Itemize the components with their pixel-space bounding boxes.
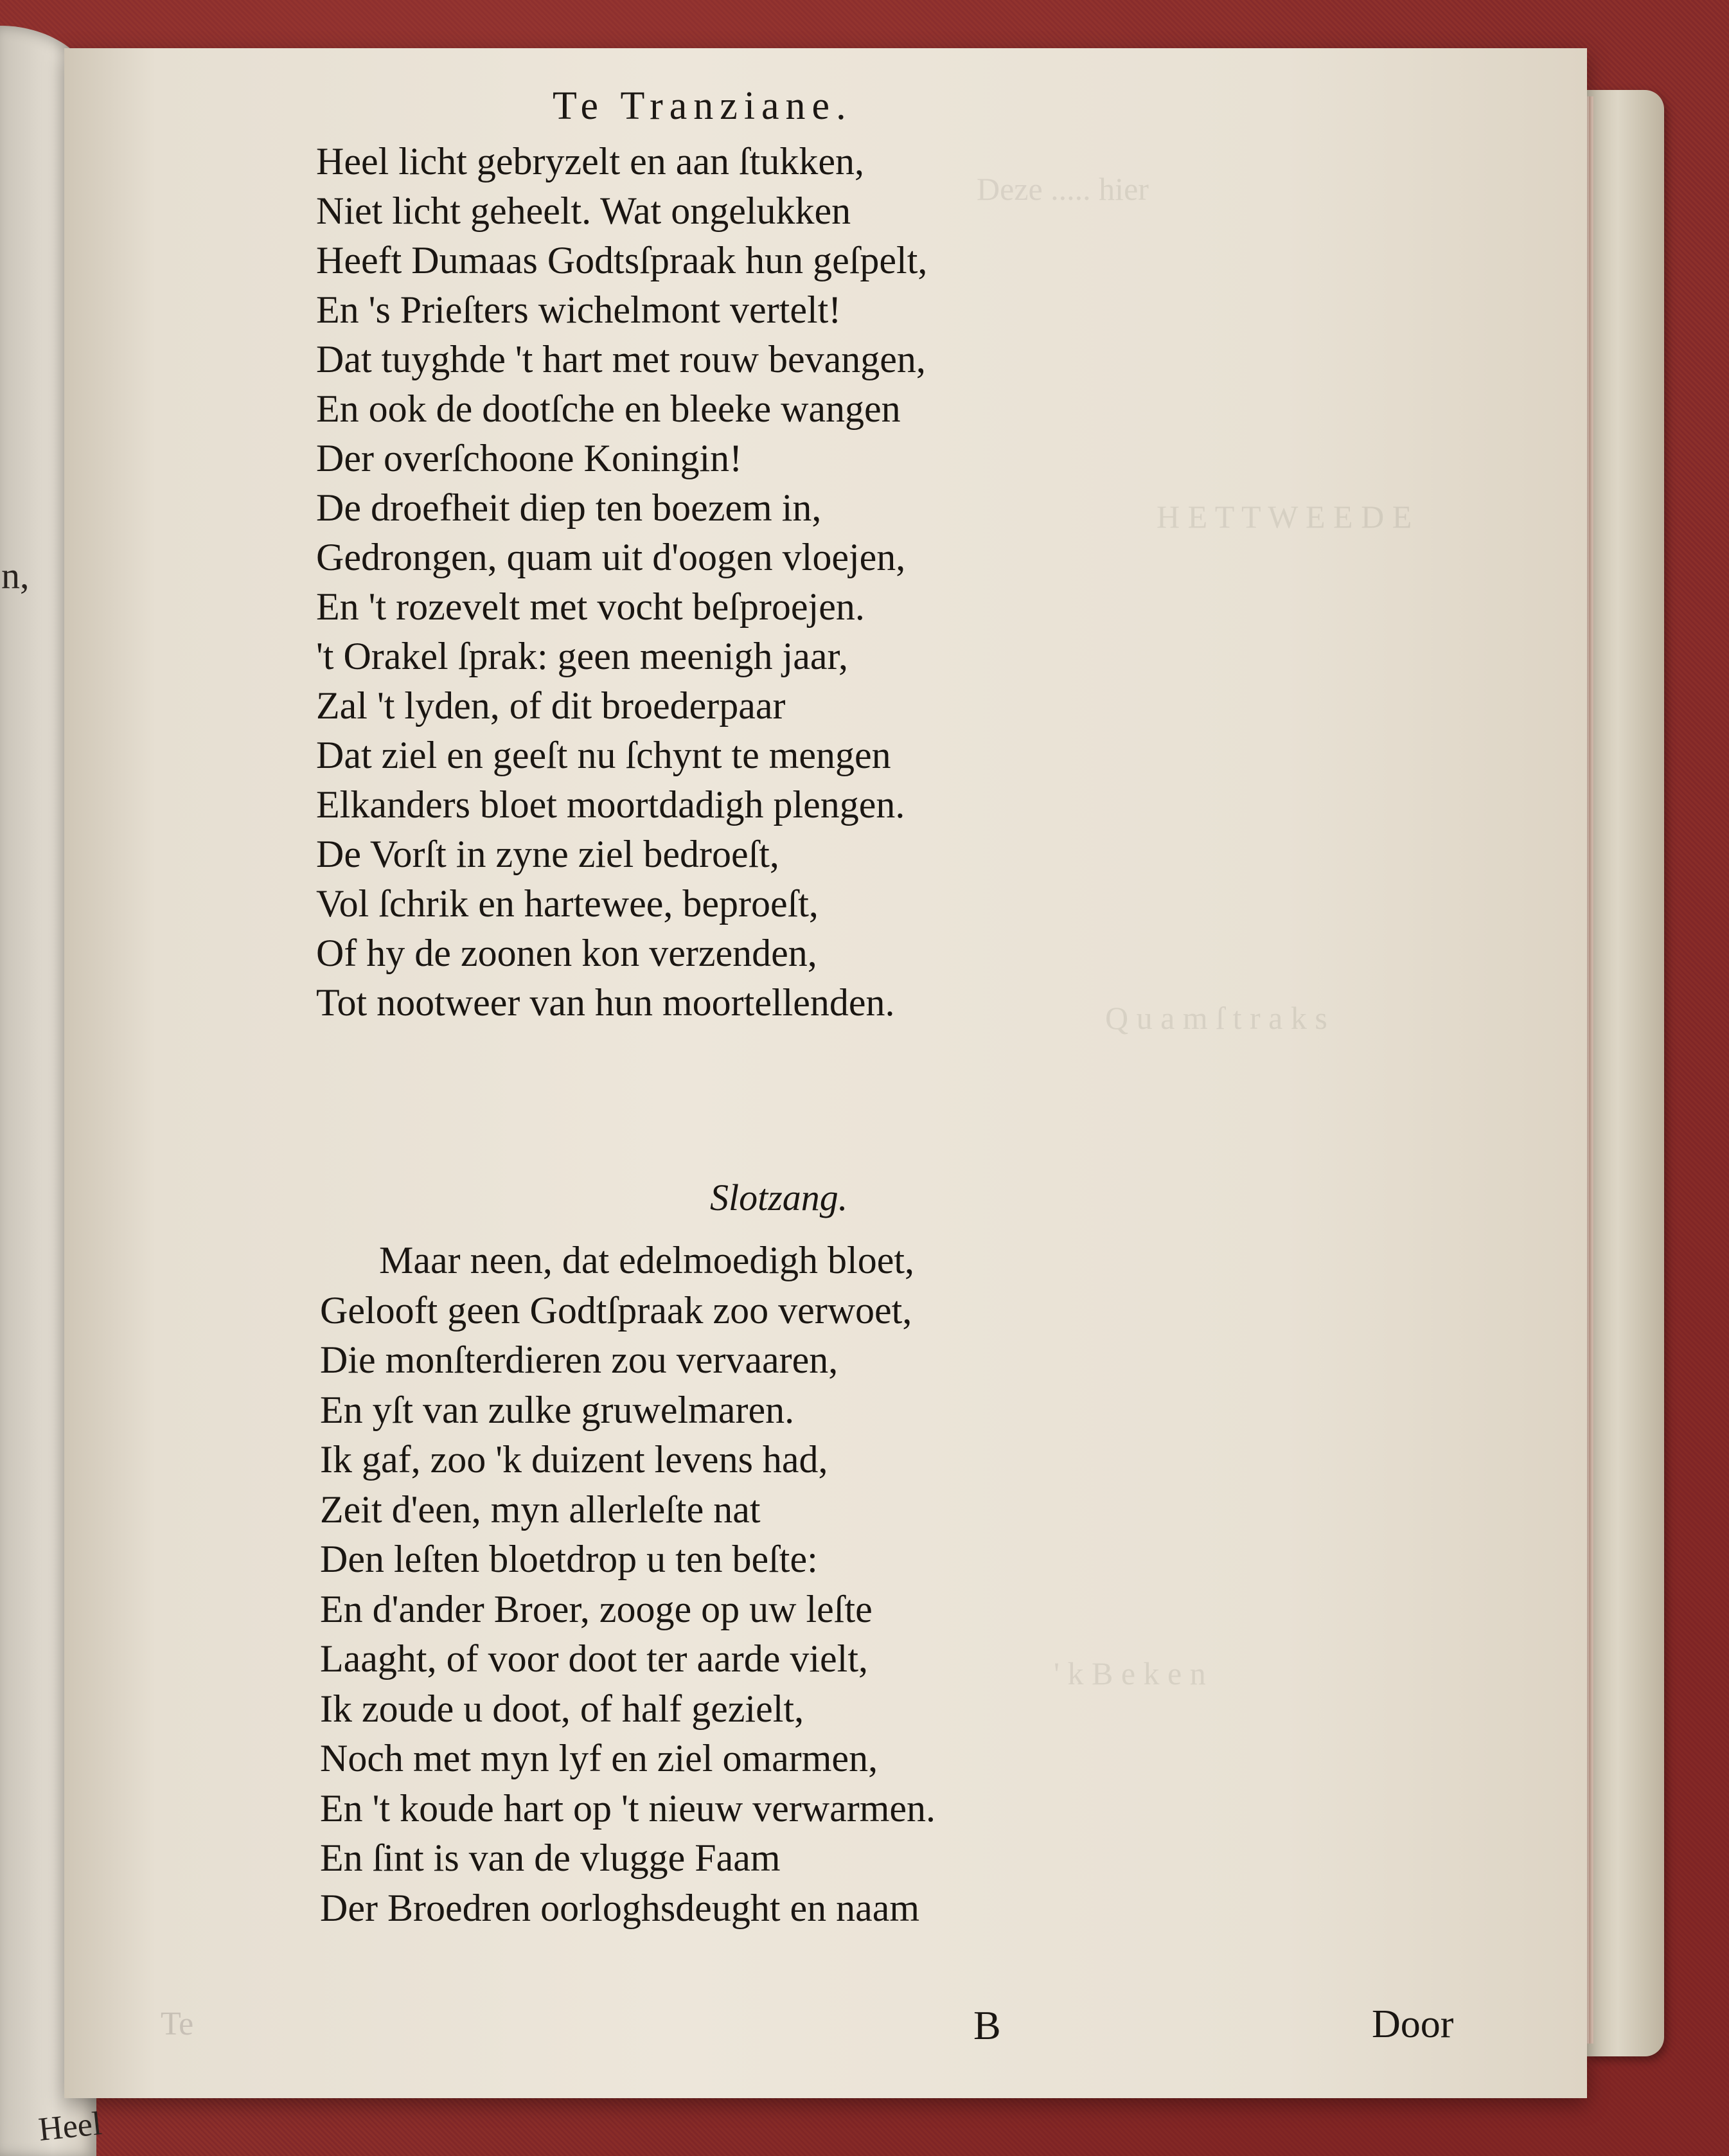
catchword: Door [1372, 2002, 1454, 2046]
signature-mark: B [973, 2002, 1001, 2048]
verse-line: Dat tuyghde 't hart met rouw bevangen, [316, 338, 926, 380]
verse-line: Laaght, of voor doot ter aarde vielt, [320, 1637, 869, 1680]
section-title: Slotzang. [710, 1177, 848, 1218]
poem-stanza-1 [316, 137, 927, 1028]
verse-line: En d'ander Broer, zooge op uw leſte [320, 1587, 873, 1630]
show-through-running: Te [161, 2006, 194, 2042]
verse-line: Heel licht gebryzelt en aan ſtukken, [316, 140, 864, 183]
verse-line: Dat ziel en geeſt nu ſchynt te mengen [316, 734, 891, 776]
verse-line: En 't koude hart op 't nieuw verwarmen. [320, 1786, 936, 1830]
verse-line: En ook de dootſche en bleeke wangen [316, 388, 901, 430]
verse-line: Vol ſchrik en hartewee, beproeſt, [316, 882, 819, 925]
verse-line: Gelooft geen Godtſpraak zoo verwoet, [320, 1288, 912, 1332]
verse-line: De Vorſt in zyne ziel bedroeſt, [316, 833, 779, 875]
verse-line: Of hy de zoonen kon verzenden, [316, 932, 817, 974]
book-page: Deze ..... hier H E T T W E E D E Q u a m ſ t r a k s ' k B e k e n Te Tranziane. Heel licht gebryzelt en aan ſtukken, Niet licht geheelt. Wat ongelukken Heeft Dumaas Godtsſpraak hun geſpelt, En 's Prieſters wichelmont vertelt! Dat tuyghde 't hart met rouw bevangen, En ook de dootſche en bleeke wangen Der overſchoone Koningin! De droefheit diep ten boezem in, Gedrongen, quam uit d'oogen vloejen, En 't rozevelt met vocht beſproejen. 't Orakel ſprak: geen meenigh jaar, Zal 't lyden, of dit broederpaar Dat ziel en geeſt nu ſchynt te mengen Elkanders bloet moortdadigh plengen. De Vorſt in zyne ziel bedroeſt, Vol ſchrik en hartewee, beproeſt, Of hy de zoonen kon verzenden, Tot nootweer van hun moortellenden. Slotzang. Maar neen, dat edelmoedigh bloet, Gelooft geen Godtſpraak zoo verwoet, Die monſterdieren zou vervaaren, En yſt van zulke gruwelmaren. Ik gaf, zoo 'k duizent levens had, Zeit d'een, myn allerleſte nat Den leſten bloetdrop u ten beſte: En d'ander Broer, zooge op uw leſte Laaght, of voor doot ter aarde vielt, Ik zoude u doot, of half gezielt, Noch met myn lyf en ziel omarmen, En 't koude hart op 't nieuw verwarmen. En ſint is van de vlugge Faam Der Broedren oorloghsdeught en naam B Door Te [64, 48, 1587, 2098]
verse-line: En 's Prieſters wichelmont vertelt! [316, 289, 842, 331]
verse-line: 't Orakel ſprak: geen meenigh jaar, [316, 635, 849, 677]
verse-line: Gedrongen, quam uit d'oogen vloejen, [316, 536, 906, 578]
verse-line: Ik zoude u doot, of half gezielt, [320, 1687, 804, 1730]
verse-line: De droefheit diep ten boezem in, [316, 486, 822, 529]
verse-line: En 't rozevelt met vocht beſproejen. [316, 585, 865, 628]
verse-line: Maar neen, dat edelmoedigh bloet, [379, 1239, 915, 1281]
book-cover-edge [1587, 90, 1664, 2056]
verse-line: Den leſten bloetdrop u ten beſte: [320, 1538, 818, 1580]
verse-line: En yſt van zulke gruwelmaren. [320, 1388, 795, 1431]
verse-line: Zeit d'een, myn allerleſte nat [320, 1488, 761, 1531]
verse-line: Niet licht geheelt. Wat ongelukken [316, 190, 851, 232]
poem-stanza-2 [320, 1236, 935, 1933]
verse-line: Elkanders bloet moortdadigh plengen. [316, 783, 905, 826]
verse-line: Der Broedren oorloghsdeught en naam [320, 1886, 920, 1929]
verse-line: Zal 't lyden, of dit broederpaar [316, 684, 786, 727]
verse-line: Tot nootweer van hun moortellenden. [316, 981, 895, 1024]
verse-line: Die monſterdieren zou vervaaren, [320, 1339, 838, 1381]
verse-line: En ſint is van de vlugge Faam [320, 1837, 781, 1879]
verse-line: Heeft Dumaas Godtsſpraak hun geſpelt, [316, 239, 928, 281]
verse-line: Der overſchoone Koningin! [316, 437, 743, 479]
running-head: Te Tranziane. [553, 84, 853, 128]
previous-page-fragment: n, [1, 555, 30, 596]
previous-page-catchword: Heel [37, 2105, 103, 2148]
verse-line: Noch met myn lyf en ziel omarmen, [320, 1737, 878, 1779]
verse-line: Ik gaf, zoo 'k duizent levens had, [320, 1438, 828, 1481]
